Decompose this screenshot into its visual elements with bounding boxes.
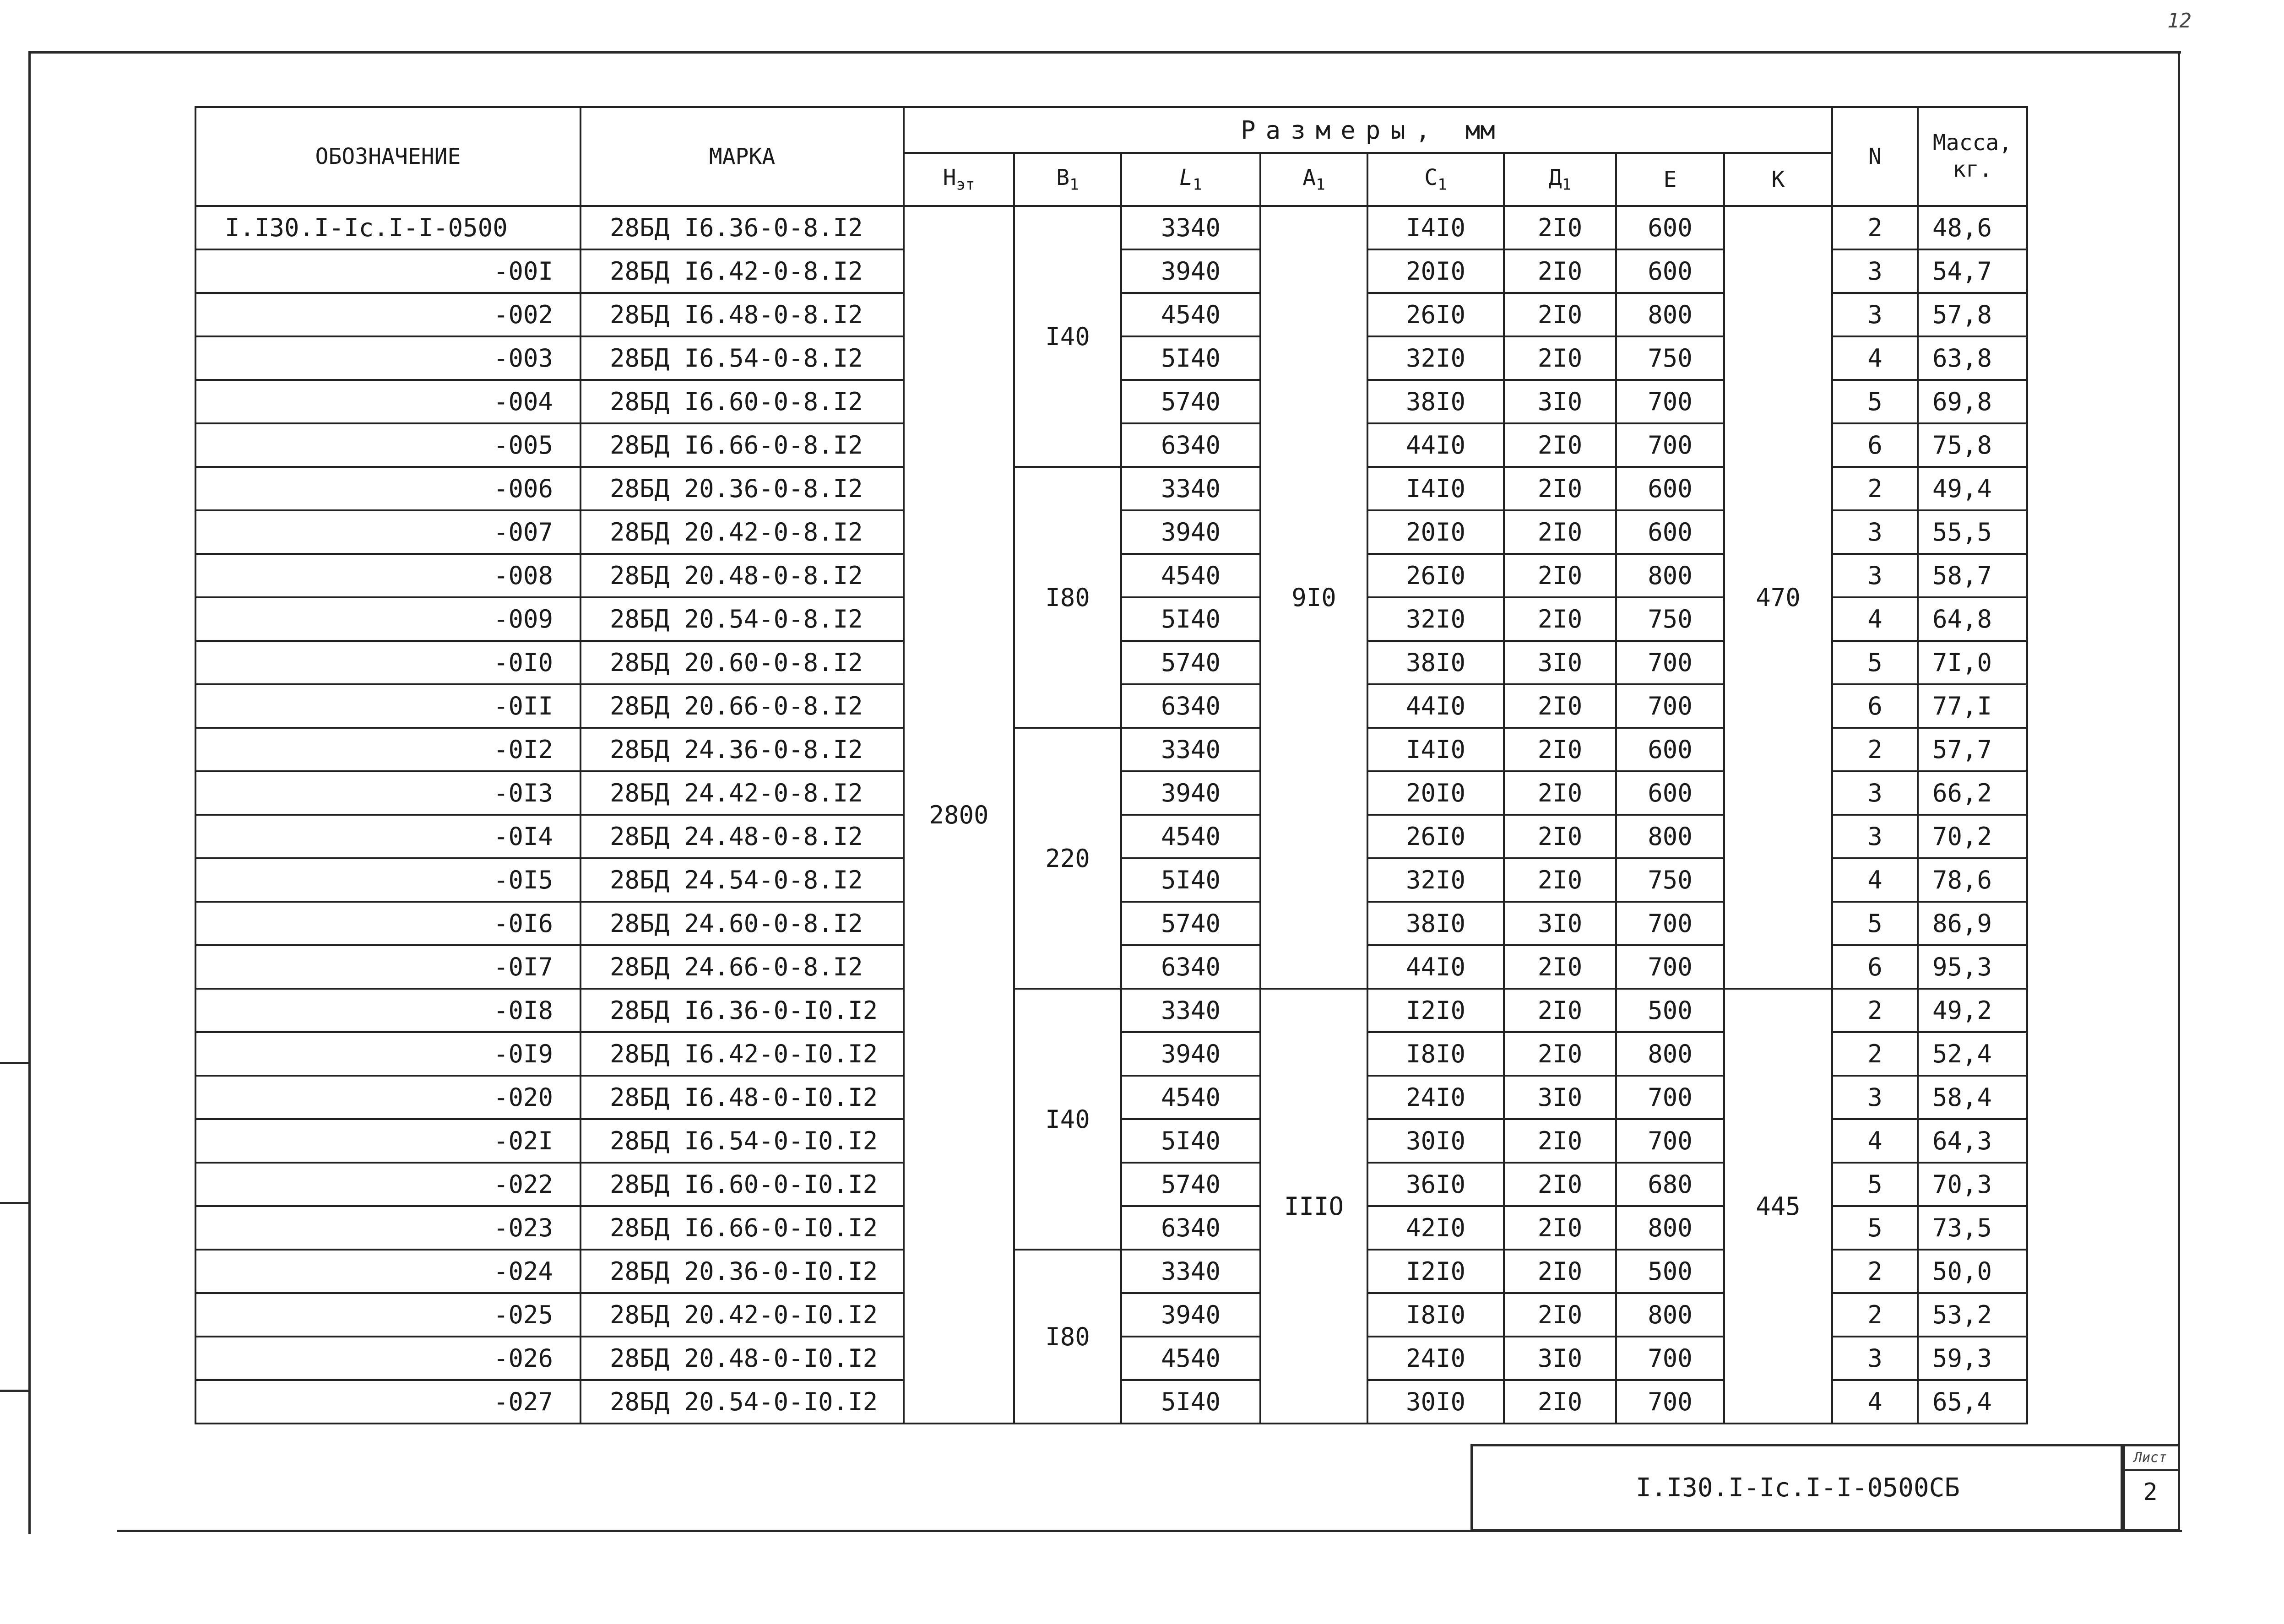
header-d-sub: 1 [1562, 175, 1572, 194]
cell-d1: 2I0 [1504, 423, 1616, 467]
sheet-number: 2 [2143, 1478, 2158, 1506]
cell-mass: 59,3 [1918, 1337, 2027, 1380]
cell-l1: 3340 [1121, 1250, 1260, 1293]
cell-designation: -0I7 [195, 945, 580, 989]
cell-l1: 6340 [1121, 945, 1260, 989]
header-h [904, 153, 1014, 206]
cell-n: 3 [1832, 771, 1918, 815]
cell-d1: 2I0 [1504, 684, 1616, 728]
cell-d1: 3I0 [1504, 380, 1616, 423]
cell-designation: -0I3 [195, 771, 580, 815]
cell-mark: 28БД 20.48-0-8.I2 [580, 554, 904, 597]
cell-n: 5 [1832, 1206, 1918, 1250]
header-h-letter: Н [943, 165, 956, 191]
header-sizes-group [904, 107, 1832, 153]
cell-l1: 5740 [1121, 380, 1260, 423]
cell-mass: 54,7 [1918, 249, 2027, 293]
cell-e: 500 [1616, 1250, 1724, 1293]
cell-c1: 32I0 [1367, 597, 1504, 641]
cell-mass: 58,4 [1918, 1076, 2027, 1119]
cell-mark: 28БД I6.54-0-8.I2 [580, 336, 904, 380]
cell-d1: 2I0 [1504, 1163, 1616, 1206]
cell-designation: -0II [195, 684, 580, 728]
cell-mark: 28БД 20.54-0-I0.I2 [580, 1380, 904, 1424]
cell-b1: I80 [1014, 467, 1121, 728]
header-l-sub: 1 [1193, 175, 1202, 194]
cell-mass: 70,3 [1918, 1163, 2027, 1206]
cell-d1: 2I0 [1504, 858, 1616, 902]
cell-d1: 2I0 [1504, 249, 1616, 293]
cell-designation: -027 [195, 1380, 580, 1424]
cell-l1: 5I40 [1121, 858, 1260, 902]
cell-l1: 5I40 [1121, 597, 1260, 641]
cell-mark: 28БД I6.54-0-I0.I2 [580, 1119, 904, 1163]
cell-e: 700 [1616, 423, 1724, 467]
header-l-letter: L [1179, 165, 1193, 191]
cell-designation: -024 [195, 1250, 580, 1293]
cell-l1: 5740 [1121, 1163, 1260, 1206]
cell-l1: 4540 [1121, 1076, 1260, 1119]
cell-mark: 28БД I6.42-0-I0.I2 [580, 1032, 904, 1076]
cell-n: 4 [1832, 858, 1918, 902]
cell-c1: 26I0 [1367, 815, 1504, 858]
cell-mark: 28БД 20.66-0-8.I2 [580, 684, 904, 728]
cell-designation: -0I8 [195, 989, 580, 1032]
cell-mass: 75,8 [1918, 423, 2027, 467]
cell-designation: -00I [195, 249, 580, 293]
cell-b1: I40 [1014, 206, 1121, 467]
cell-k: 445 [1724, 989, 1832, 1424]
cell-mark: 28БД I6.48-0-I0.I2 [580, 1076, 904, 1119]
cell-designation: -0I5 [195, 858, 580, 902]
cell-c1: I4I0 [1367, 728, 1504, 771]
cell-mark: 28БД 20.42-0-I0.I2 [580, 1293, 904, 1337]
cell-designation: -020 [195, 1076, 580, 1119]
cell-c1: 36I0 [1367, 1163, 1504, 1206]
cell-mark: 28БД 20.54-0-8.I2 [580, 597, 904, 641]
cell-n: 3 [1832, 1076, 1918, 1119]
table-row [195, 206, 2027, 249]
cell-d1: 3I0 [1504, 1076, 1616, 1119]
cell-designation: -002 [195, 293, 580, 336]
cell-e: 700 [1616, 1380, 1724, 1424]
cell-e: 800 [1616, 1293, 1724, 1337]
cell-mass: 65,4 [1918, 1380, 2027, 1424]
cell-n: 6 [1832, 945, 1918, 989]
cell-mass: 70,2 [1918, 815, 2027, 858]
cell-e: 750 [1616, 858, 1724, 902]
header-n: N [1832, 107, 1918, 206]
cell-n: 2 [1832, 1250, 1918, 1293]
header-a1 [1260, 153, 1367, 206]
cell-e: 600 [1616, 728, 1724, 771]
cell-l1: 3340 [1121, 989, 1260, 1032]
cell-n: 2 [1832, 1032, 1918, 1076]
cell-l1: 3340 [1121, 206, 1260, 249]
specification-table [195, 106, 2028, 1424]
cell-c1: I2I0 [1367, 1250, 1504, 1293]
cell-c1: 38I0 [1367, 641, 1504, 684]
cell-l1: 5740 [1121, 902, 1260, 945]
cell-e: 600 [1616, 249, 1724, 293]
cell-n: 5 [1832, 641, 1918, 684]
cell-l1: 3940 [1121, 771, 1260, 815]
cell-mark: 28БД I6.36-0-8.I2 [580, 206, 904, 249]
cell-designation: -007 [195, 510, 580, 554]
cell-e: 700 [1616, 380, 1724, 423]
title-block-sheet [2121, 1444, 2180, 1531]
cell-mass: 58,7 [1918, 554, 2027, 597]
cell-e: 600 [1616, 771, 1724, 815]
cell-d1: 3I0 [1504, 902, 1616, 945]
cell-n: 4 [1832, 1380, 1918, 1424]
cell-e: 800 [1616, 1206, 1724, 1250]
cell-l1: 6340 [1121, 423, 1260, 467]
cell-d1: 2I0 [1504, 815, 1616, 858]
cell-mark: 28БД I6.60-0-8.I2 [580, 380, 904, 423]
cell-c1: 44I0 [1367, 945, 1504, 989]
cell-e: 700 [1616, 1337, 1724, 1380]
cell-n: 6 [1832, 423, 1918, 467]
cell-n: 3 [1832, 1337, 1918, 1380]
cell-e: 800 [1616, 293, 1724, 336]
cell-designation: -008 [195, 554, 580, 597]
cell-c1: 30I0 [1367, 1119, 1504, 1163]
cell-mass: 73,5 [1918, 1206, 2027, 1250]
cell-mark: 28БД I6.36-0-I0.I2 [580, 989, 904, 1032]
cell-mark: 28БД I6.66-0-8.I2 [580, 423, 904, 467]
cell-n: 6 [1832, 684, 1918, 728]
cell-mark: 28БД 24.36-0-8.I2 [580, 728, 904, 771]
cell-designation: I.I30.I-Ic.I-I-0500 [195, 206, 580, 249]
title-block-document-number: I.I30.I-Ic.I-I-0500СБ [1470, 1444, 2125, 1531]
table-body [195, 206, 2027, 1424]
cell-mass: 64,8 [1918, 597, 2027, 641]
cell-mark: 28БД I6.66-0-I0.I2 [580, 1206, 904, 1250]
cell-d1: 2I0 [1504, 1206, 1616, 1250]
cell-mass: 7I,0 [1918, 641, 2027, 684]
cell-e: 800 [1616, 554, 1724, 597]
cell-mass: 64,3 [1918, 1119, 2027, 1163]
cell-mark: 28БД 20.60-0-8.I2 [580, 641, 904, 684]
cell-c1: 20I0 [1367, 771, 1504, 815]
cell-n: 4 [1832, 597, 1918, 641]
cell-l1: 5740 [1121, 641, 1260, 684]
cell-a1: 9I0 [1260, 206, 1367, 989]
cell-c1: I2I0 [1367, 989, 1504, 1032]
cell-d1: 3I0 [1504, 641, 1616, 684]
cell-d1: 2I0 [1504, 945, 1616, 989]
cell-a1: IIIO [1260, 989, 1367, 1424]
cell-l1: 4540 [1121, 554, 1260, 597]
header-a-letter: А [1302, 165, 1316, 191]
header-sizes-unit: мм [1465, 115, 1495, 145]
header-k: К [1724, 153, 1832, 206]
cell-designation: -005 [195, 423, 580, 467]
cell-e: 600 [1616, 206, 1724, 249]
cell-c1: I4I0 [1367, 206, 1504, 249]
cell-e: 700 [1616, 945, 1724, 989]
edge-mark [0, 1062, 29, 1064]
cell-c1: 42I0 [1367, 1206, 1504, 1250]
cell-e: 600 [1616, 510, 1724, 554]
cell-e: 800 [1616, 1032, 1724, 1076]
cell-c1: 26I0 [1367, 293, 1504, 336]
cell-designation: -0I6 [195, 902, 580, 945]
cell-mark: 28БД 20.36-0-I0.I2 [580, 1250, 904, 1293]
cell-l1: 4540 [1121, 815, 1260, 858]
cell-designation: -006 [195, 467, 580, 510]
cell-d1: 3I0 [1504, 1337, 1616, 1380]
cell-l1: 3340 [1121, 467, 1260, 510]
cell-n: 2 [1832, 206, 1918, 249]
header-d1 [1504, 153, 1616, 206]
header-h-sub: эт [956, 175, 975, 194]
cell-n: 4 [1832, 336, 1918, 380]
cell-n: 4 [1832, 1119, 1918, 1163]
cell-e: 750 [1616, 336, 1724, 380]
cell-d1: 2I0 [1504, 1119, 1616, 1163]
cell-c1: 24I0 [1367, 1076, 1504, 1119]
cell-n: 3 [1832, 249, 1918, 293]
cell-mark: 28БД I6.48-0-8.I2 [580, 293, 904, 336]
frame-right-line [2178, 51, 2180, 1525]
cell-mass: 57,8 [1918, 293, 2027, 336]
cell-l1: 4540 [1121, 293, 1260, 336]
cell-n: 3 [1832, 293, 1918, 336]
frame-top-line [29, 51, 2181, 54]
cell-c1: 44I0 [1367, 684, 1504, 728]
cell-e: 700 [1616, 1119, 1724, 1163]
cell-e: 700 [1616, 1076, 1724, 1119]
cell-designation: -0I4 [195, 815, 580, 858]
header-mass: Масса, кг. [1918, 107, 2027, 206]
cell-mass: 49,4 [1918, 467, 2027, 510]
cell-e: 600 [1616, 467, 1724, 510]
cell-c1: 20I0 [1367, 249, 1504, 293]
cell-e: 700 [1616, 902, 1724, 945]
cell-d1: 2I0 [1504, 293, 1616, 336]
frame-left-line [28, 51, 31, 1534]
cell-e: 700 [1616, 641, 1724, 684]
cell-mass: 69,8 [1918, 380, 2027, 423]
cell-e: 500 [1616, 989, 1724, 1032]
header-c-letter: С [1424, 165, 1438, 191]
cell-c1: 26I0 [1367, 554, 1504, 597]
cell-l1: 5I40 [1121, 336, 1260, 380]
cell-d1: 2I0 [1504, 1032, 1616, 1076]
edge-mark [0, 1202, 29, 1204]
cell-l1: 3940 [1121, 510, 1260, 554]
header-e: Е [1616, 153, 1724, 206]
cell-d1: 2I0 [1504, 554, 1616, 597]
header-c1 [1367, 153, 1504, 206]
cell-b1: I40 [1014, 989, 1121, 1250]
cell-mass: 63,8 [1918, 336, 2027, 380]
cell-d1: 2I0 [1504, 510, 1616, 554]
cell-n: 2 [1832, 1293, 1918, 1337]
cell-l1: 3940 [1121, 1293, 1260, 1337]
cell-designation: -02I [195, 1119, 580, 1163]
cell-k: 470 [1724, 206, 1832, 989]
cell-e: 800 [1616, 815, 1724, 858]
cell-d1: 2I0 [1504, 597, 1616, 641]
cell-c1: 24I0 [1367, 1337, 1504, 1380]
table-row [195, 989, 2027, 1032]
cell-l1: 3940 [1121, 249, 1260, 293]
cell-d1: 2I0 [1504, 1250, 1616, 1293]
header-designation: ОБОЗНАЧЕНИЕ [195, 107, 580, 206]
cell-c1: I8I0 [1367, 1032, 1504, 1076]
cell-l1: 3340 [1121, 728, 1260, 771]
cell-designation: -0I0 [195, 641, 580, 684]
cell-n: 2 [1832, 989, 1918, 1032]
cell-designation: -004 [195, 380, 580, 423]
cell-mark: 28БД 20.48-0-I0.I2 [580, 1337, 904, 1380]
cell-c1: 30I0 [1367, 1380, 1504, 1424]
cell-h-floor: 2800 [904, 206, 1014, 1424]
cell-designation: -003 [195, 336, 580, 380]
corner-note: 12 [2167, 9, 2192, 32]
cell-l1: 5I40 [1121, 1119, 1260, 1163]
cell-n: 2 [1832, 728, 1918, 771]
cell-designation: -009 [195, 597, 580, 641]
cell-c1: I4I0 [1367, 467, 1504, 510]
cell-c1: 32I0 [1367, 858, 1504, 902]
cell-c1: 44I0 [1367, 423, 1504, 467]
cell-designation: -0I2 [195, 728, 580, 771]
header-b-letter: В [1056, 165, 1070, 191]
cell-d1: 2I0 [1504, 728, 1616, 771]
sheet-label: Лист [2123, 1446, 2178, 1471]
cell-mass: 53,2 [1918, 1293, 2027, 1337]
cell-e: 750 [1616, 597, 1724, 641]
cell-mass: 55,5 [1918, 510, 2027, 554]
cell-n: 5 [1832, 380, 1918, 423]
cell-designation: -026 [195, 1337, 580, 1380]
cell-l1: 3940 [1121, 1032, 1260, 1076]
cell-designation: -022 [195, 1163, 580, 1206]
cell-mass: 49,2 [1918, 989, 2027, 1032]
cell-mark: 28БД 24.42-0-8.I2 [580, 771, 904, 815]
cell-mark: 28БД 24.54-0-8.I2 [580, 858, 904, 902]
cell-c1: I8I0 [1367, 1293, 1504, 1337]
cell-mass: 50,0 [1918, 1250, 2027, 1293]
cell-mass: 77,I [1918, 684, 2027, 728]
cell-mark: 28БД I6.42-0-8.I2 [580, 249, 904, 293]
cell-l1: 5I40 [1121, 1380, 1260, 1424]
cell-mark: 28БД 24.48-0-8.I2 [580, 815, 904, 858]
cell-mass: 48,6 [1918, 206, 2027, 249]
cell-mass: 95,3 [1918, 945, 2027, 989]
cell-b1: 220 [1014, 728, 1121, 989]
cell-e: 700 [1616, 684, 1724, 728]
cell-d1: 2I0 [1504, 336, 1616, 380]
cell-designation: -0I9 [195, 1032, 580, 1076]
cell-mass: 66,2 [1918, 771, 2027, 815]
header-d-letter: Д [1548, 165, 1562, 191]
header-c-sub: 1 [1438, 175, 1447, 194]
cell-designation: -023 [195, 1206, 580, 1250]
cell-c1: 32I0 [1367, 336, 1504, 380]
cell-mark: 28БД 24.66-0-8.I2 [580, 945, 904, 989]
cell-c1: 38I0 [1367, 380, 1504, 423]
cell-c1: 20I0 [1367, 510, 1504, 554]
cell-mass: 57,7 [1918, 728, 2027, 771]
cell-n: 2 [1832, 467, 1918, 510]
cell-e: 680 [1616, 1163, 1724, 1206]
cell-l1: 6340 [1121, 684, 1260, 728]
cell-l1: 4540 [1121, 1337, 1260, 1380]
cell-mark: 28БД 20.42-0-8.I2 [580, 510, 904, 554]
header-sizes-label: Размеры, [1241, 115, 1441, 145]
cell-d1: 2I0 [1504, 206, 1616, 249]
header-l1 [1121, 153, 1260, 206]
cell-mark: 28БД I6.60-0-I0.I2 [580, 1163, 904, 1206]
cell-d1: 2I0 [1504, 1293, 1616, 1337]
cell-l1: 6340 [1121, 1206, 1260, 1250]
cell-mark: 28БД 20.36-0-8.I2 [580, 467, 904, 510]
cell-d1: 2I0 [1504, 1380, 1616, 1424]
cell-mass: 86,9 [1918, 902, 2027, 945]
cell-d1: 2I0 [1504, 467, 1616, 510]
header-a-sub: 1 [1316, 175, 1325, 194]
cell-b1: I80 [1014, 1250, 1121, 1424]
cell-n: 5 [1832, 1163, 1918, 1206]
cell-mass: 78,6 [1918, 858, 2027, 902]
cell-n: 3 [1832, 510, 1918, 554]
cell-n: 5 [1832, 902, 1918, 945]
cell-d1: 2I0 [1504, 989, 1616, 1032]
cell-n: 3 [1832, 815, 1918, 858]
header-mark: МАРКА [580, 107, 904, 206]
cell-mass: 52,4 [1918, 1032, 2027, 1076]
cell-mark: 28БД 24.60-0-8.I2 [580, 902, 904, 945]
edge-mark [0, 1390, 29, 1392]
cell-n: 3 [1832, 554, 1918, 597]
cell-c1: 38I0 [1367, 902, 1504, 945]
cell-designation: -025 [195, 1293, 580, 1337]
header-b1 [1014, 153, 1121, 206]
header-b-sub: 1 [1069, 175, 1079, 194]
cell-d1: 2I0 [1504, 771, 1616, 815]
